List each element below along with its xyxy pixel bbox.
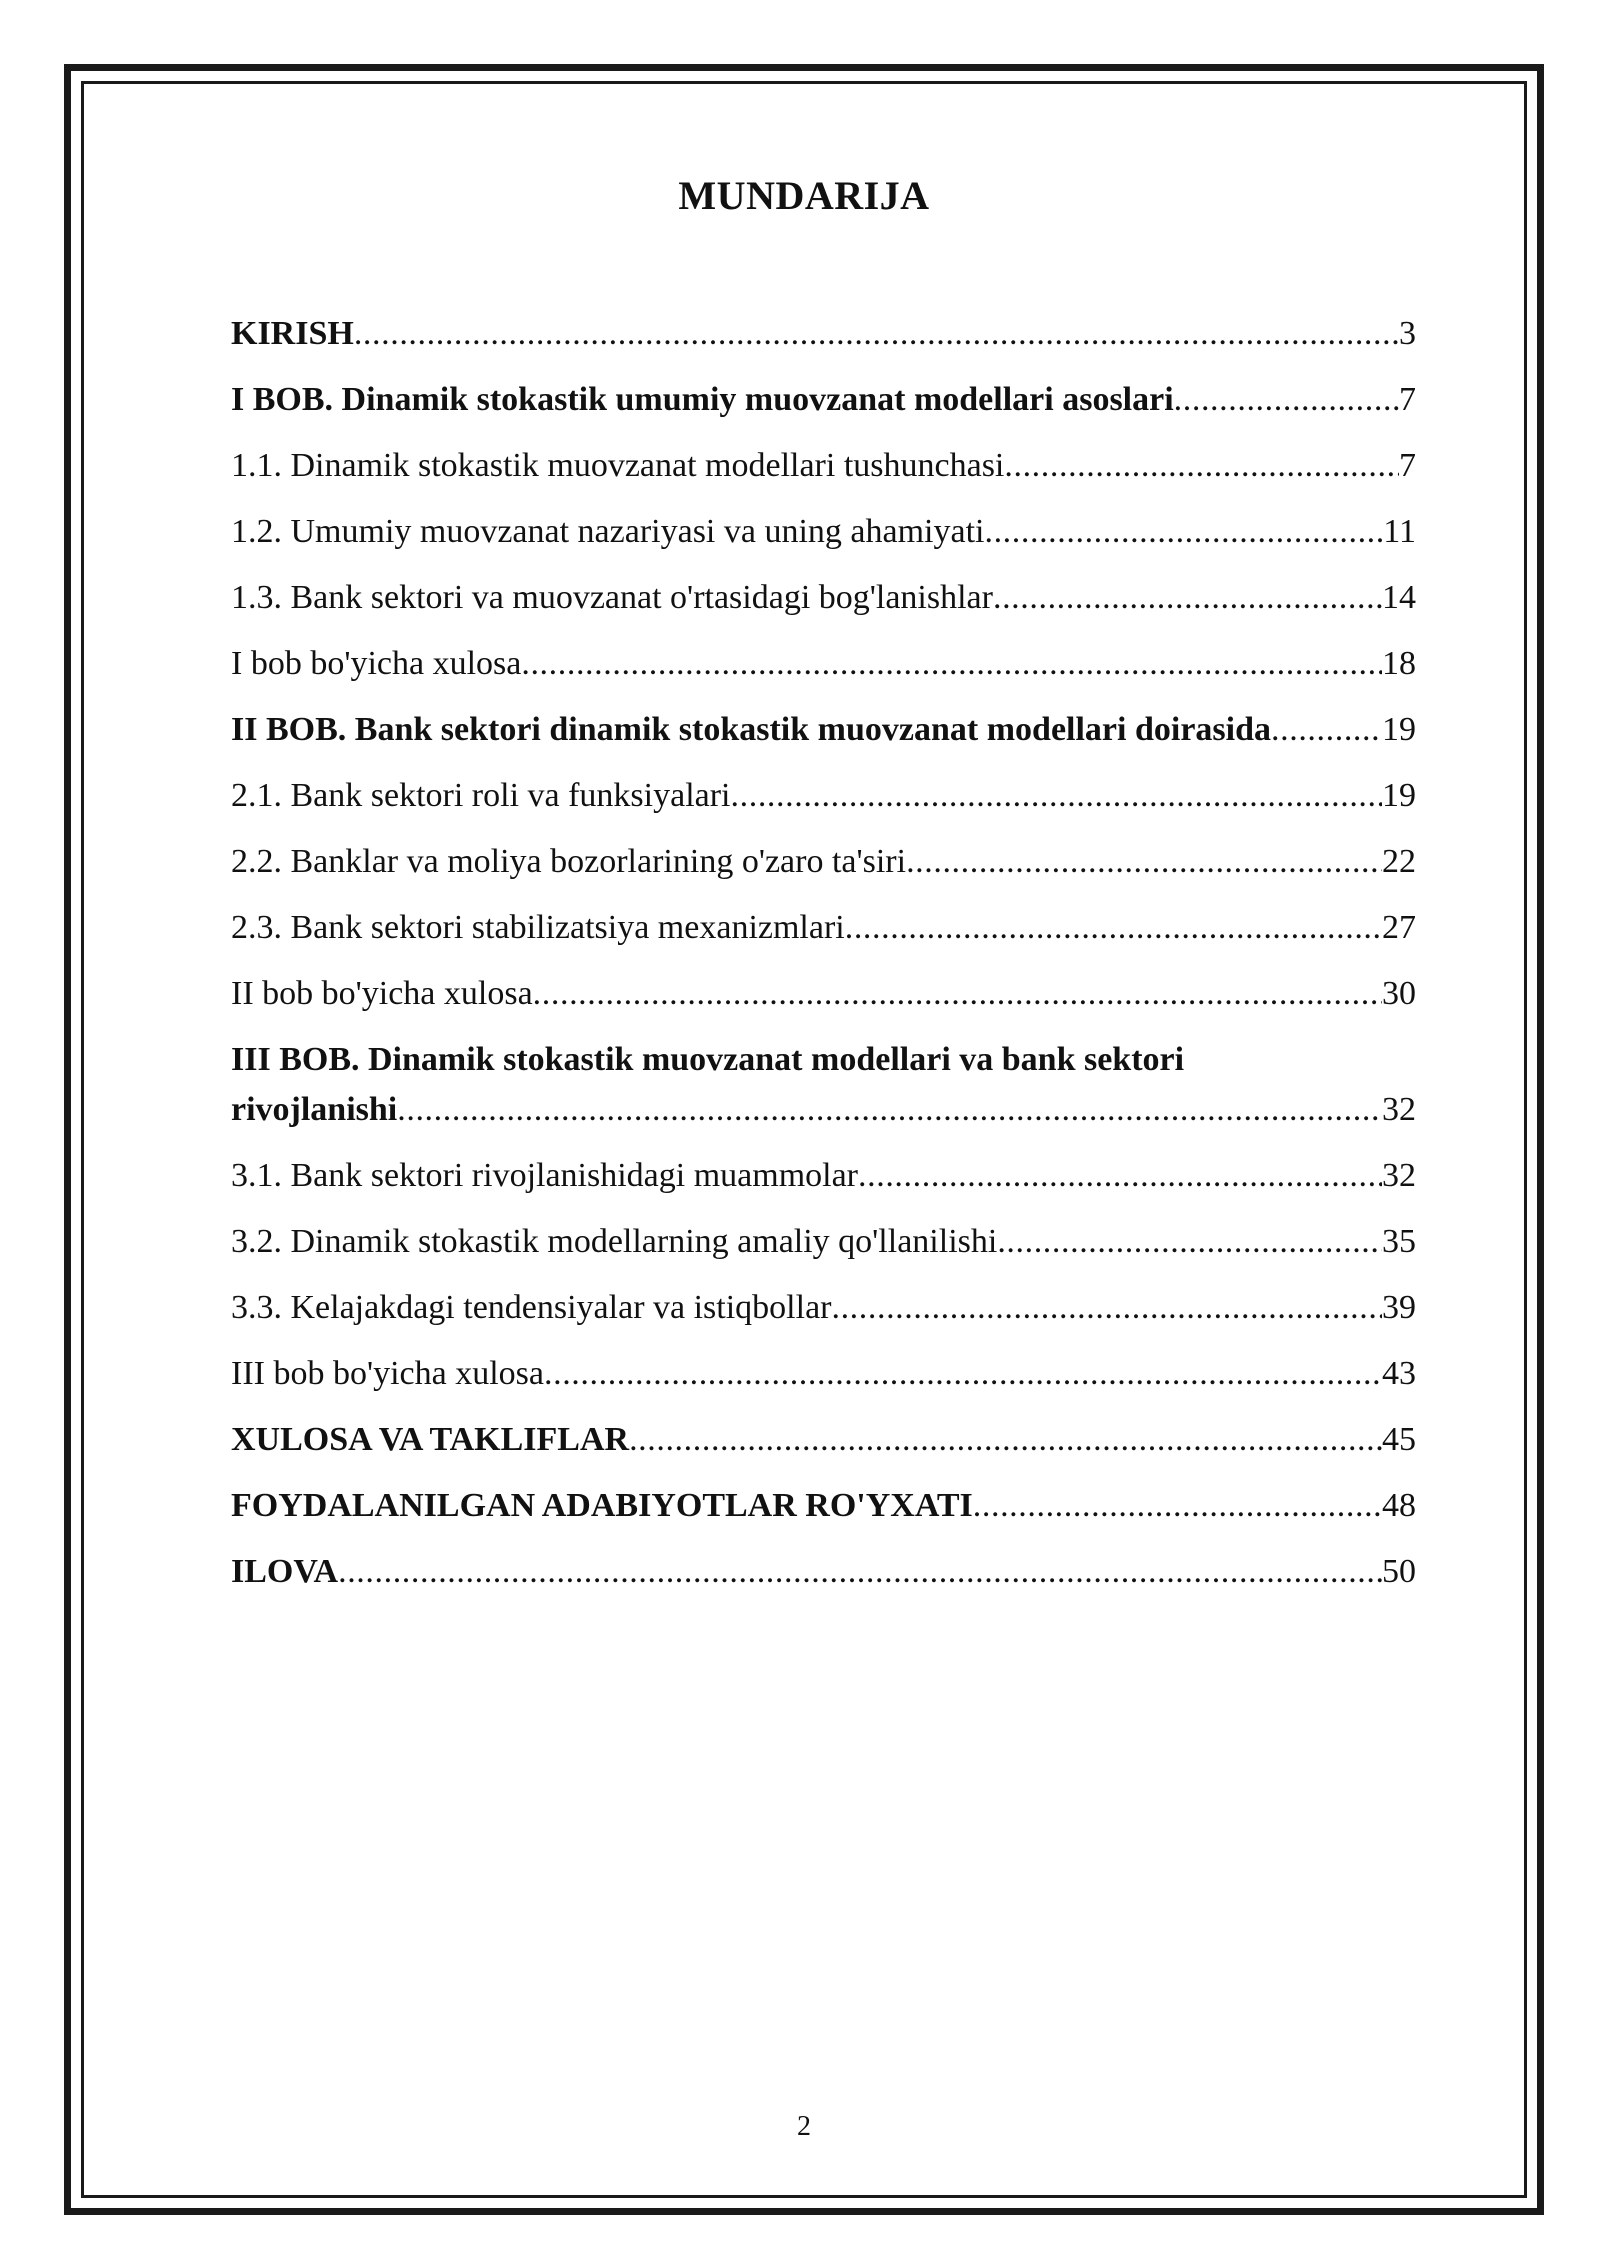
toc-entry-page: 32 bbox=[1382, 1157, 1416, 1194]
toc-entry-page: 19 bbox=[1382, 711, 1416, 748]
toc-leader-dots bbox=[858, 1151, 1382, 1201]
toc-entry-chapter-2[interactable] bbox=[231, 705, 1416, 755]
toc-leader-dots bbox=[906, 837, 1382, 887]
toc-leader-dots bbox=[1271, 705, 1382, 755]
toc-leader-dots bbox=[1004, 441, 1399, 491]
table-of-contents bbox=[231, 309, 1416, 1613]
toc-entry-title: 1.3. Bank sektori va muovzanat o'rtasidagi bog'lanishlar bbox=[231, 579, 993, 616]
toc-leader-dots bbox=[397, 1085, 1382, 1135]
toc-leader-dots bbox=[997, 1217, 1382, 1267]
toc-entry-title: 3.1. Bank sektori rivojlanishidagi muammolar bbox=[231, 1157, 859, 1194]
toc-entry-page: 30 bbox=[1382, 975, 1416, 1012]
toc-entry-page: 3 bbox=[1399, 315, 1416, 352]
toc-leader-dots bbox=[1174, 375, 1399, 425]
page-border-outer bbox=[64, 64, 1544, 2215]
toc-entry-kirish[interactable] bbox=[231, 309, 1416, 359]
toc-entry-title: I bob bo'yicha xulosa bbox=[231, 645, 522, 682]
toc-entry-title: II BOB. Bank sektori dinamik stokastik muovzanat modellari doirasida bbox=[231, 711, 1272, 748]
toc-entry-title: II bob bo'yicha xulosa bbox=[231, 975, 533, 1012]
toc-entry-page: 19 bbox=[1382, 777, 1416, 814]
toc-entry-page: 35 bbox=[1382, 1223, 1416, 1260]
toc-entry-section-1-2[interactable] bbox=[231, 507, 1416, 557]
toc-entry-section-1-1[interactable] bbox=[231, 441, 1416, 491]
toc-entry-title: 1.1. Dinamik stokastik muovzanat modellari tushunchasi bbox=[231, 447, 1005, 484]
toc-leader-dots bbox=[533, 969, 1382, 1019]
toc-leader-dots bbox=[731, 771, 1382, 821]
toc-entry-section-2-1[interactable] bbox=[231, 771, 1416, 821]
toc-leader-dots bbox=[338, 1547, 1382, 1597]
toc-entry-page: 50 bbox=[1382, 1553, 1416, 1590]
toc-entry-title-line2: rivojlanishi bbox=[231, 1091, 398, 1128]
toc-entry-title: III bob bo'yicha xulosa bbox=[231, 1355, 544, 1392]
toc-leader-dots bbox=[984, 507, 1383, 557]
toc-entry-title-line1: III BOB. Dinamik stokastik muovzanat modellari va bank sektori bbox=[231, 1041, 1185, 1078]
toc-leader-dots bbox=[831, 1283, 1382, 1333]
toc-entry-chapter-3[interactable] bbox=[231, 1035, 1416, 1135]
toc-entry-section-3-2[interactable] bbox=[231, 1217, 1416, 1267]
toc-entry-page: 18 bbox=[1382, 645, 1416, 682]
toc-entry-page: 11 bbox=[1383, 513, 1416, 550]
toc-entry-page: 22 bbox=[1382, 843, 1416, 880]
toc-entry-appendix[interactable] bbox=[231, 1547, 1416, 1597]
toc-entry-title: 3.2. Dinamik stokastik modellarning amaliy qo'llanilishi bbox=[231, 1223, 998, 1260]
toc-entry-title: FOYDALANILGAN ADABIYOTLAR RO'YXATI bbox=[231, 1487, 973, 1524]
page-number: 2 bbox=[797, 2111, 811, 2142]
toc-entry-section-3-3[interactable] bbox=[231, 1283, 1416, 1333]
toc-entry-page: 39 bbox=[1382, 1289, 1416, 1326]
toc-entry-page: 14 bbox=[1382, 579, 1416, 616]
toc-entry-page: 32 bbox=[1382, 1091, 1416, 1128]
toc-entry-title: KIRISH bbox=[231, 315, 354, 352]
toc-entry-page: 48 bbox=[1382, 1487, 1416, 1524]
toc-leader-dots bbox=[845, 903, 1382, 953]
toc-entry-chapter-1-summary[interactable] bbox=[231, 639, 1416, 689]
toc-leader-dots bbox=[973, 1481, 1382, 1531]
toc-leader-dots bbox=[993, 573, 1382, 623]
toc-entry-title: 1.2. Umumiy muovzanat nazariyasi va uning ahamiyati bbox=[231, 513, 985, 550]
page-title: MUNDARIJA bbox=[678, 173, 930, 218]
toc-entry-title: 2.3. Bank sektori stabilizatsiya mexanizmlari bbox=[231, 909, 845, 946]
toc-entry-conclusions[interactable] bbox=[231, 1415, 1416, 1465]
toc-entry-chapter-2-summary[interactable] bbox=[231, 969, 1416, 1019]
toc-entry-chapter-1[interactable] bbox=[231, 375, 1416, 425]
toc-entry-page: 7 bbox=[1399, 447, 1416, 484]
toc-entry-references[interactable] bbox=[231, 1481, 1416, 1531]
toc-entry-title: I BOB. Dinamik stokastik umumiy muovzanat modellari asoslari bbox=[231, 381, 1174, 418]
toc-leader-dots bbox=[629, 1415, 1382, 1465]
toc-entry-title: 3.3. Kelajakdagi tendensiyalar va istiqbollar bbox=[231, 1289, 832, 1326]
page-border-inner bbox=[81, 81, 1527, 2198]
toc-entry-title: 2.2. Banklar va moliya bozorlarining o'zaro ta'siri bbox=[231, 843, 907, 880]
toc-entry-section-1-3[interactable] bbox=[231, 573, 1416, 623]
toc-leader-dots bbox=[521, 639, 1382, 689]
toc-leader-dots bbox=[354, 309, 1399, 359]
toc-entry-page: 7 bbox=[1399, 381, 1416, 418]
toc-entry-chapter-3-summary[interactable] bbox=[231, 1349, 1416, 1399]
toc-entry-title: XULOSA VA TAKLIFLAR bbox=[231, 1421, 630, 1458]
toc-entry-title: 2.1. Bank sektori roli va funksiyalari bbox=[231, 777, 731, 814]
toc-entry-section-2-2[interactable] bbox=[231, 837, 1416, 887]
toc-entry-page: 27 bbox=[1382, 909, 1416, 946]
toc-entry-title: ILOVA bbox=[231, 1553, 339, 1590]
toc-leader-dots bbox=[544, 1349, 1382, 1399]
toc-entry-section-2-3[interactable] bbox=[231, 903, 1416, 953]
toc-entry-section-3-1[interactable] bbox=[231, 1151, 1416, 1201]
toc-entry-page: 43 bbox=[1382, 1355, 1416, 1392]
toc-entry-page: 45 bbox=[1382, 1421, 1416, 1458]
